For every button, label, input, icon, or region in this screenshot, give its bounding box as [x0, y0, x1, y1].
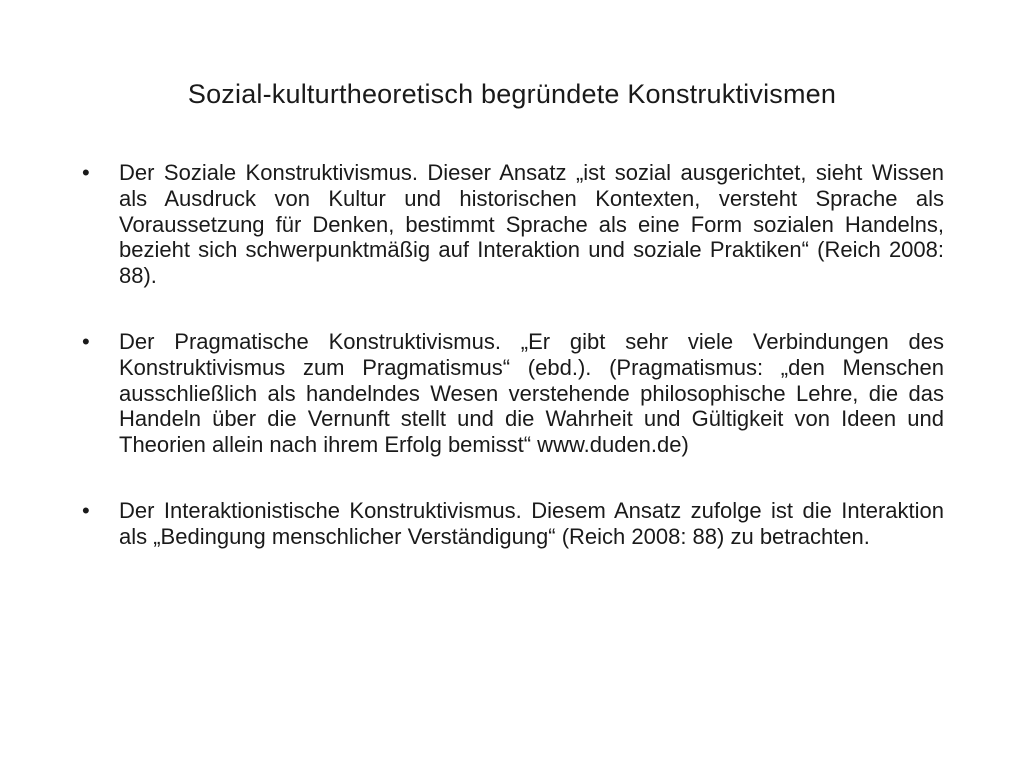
bullet-item-social-constructivism [82, 160, 944, 289]
bullet-text: Der Interaktionistische Konstruktivismus. Diesem Ansatz zufolge ist die Interaktion als „Bedingung menschlicher Verständigung“ (Reich 2008: 88) zu betrachten. [119, 497, 944, 549]
slide-title: Sozial-kulturtheoretisch begründete Konstruktivismen [187, 79, 837, 109]
bullet-item-pragmatic-constructivism [82, 329, 944, 458]
bullet-text: Der Soziale Konstruktivismus. Dieser Ansatz „ist sozial ausgerichtet, sieht Wissen als Ausdruck von Kultur und historischen Kontexten, versteht Sprache als Voraussetzung für Denken, bestimmt Sprache als eine Form sozialen Handelns, bezieht sich schwerpunktmäßig auf Interaktion und soziale Praktiken“ (Reich 2008: 88). [119, 160, 944, 289]
bullet-list [82, 160, 944, 590]
bullet-item-interactionist-constructivism [82, 498, 944, 550]
bullet-icon: • [82, 328, 90, 354]
bullet-icon: • [82, 160, 90, 185]
bullet-icon: • [82, 497, 90, 523]
bullet-text: Der Pragmatische Konstruktivismus. „Er gibt sehr viele Verbindungen des Konstruktivismus zum Pragmatismus“ (ebd.). (Pragmatismus: „den Menschen ausschließlich als handelndes Wesen verstehende philosophische Lehre, die das Handeln über die Vernunft stellt und die Wahrheit und Gültigkeit von Ideen und Theorien allein nach ihrem Erfolg bemisst“ www.duden.de) [119, 328, 944, 458]
